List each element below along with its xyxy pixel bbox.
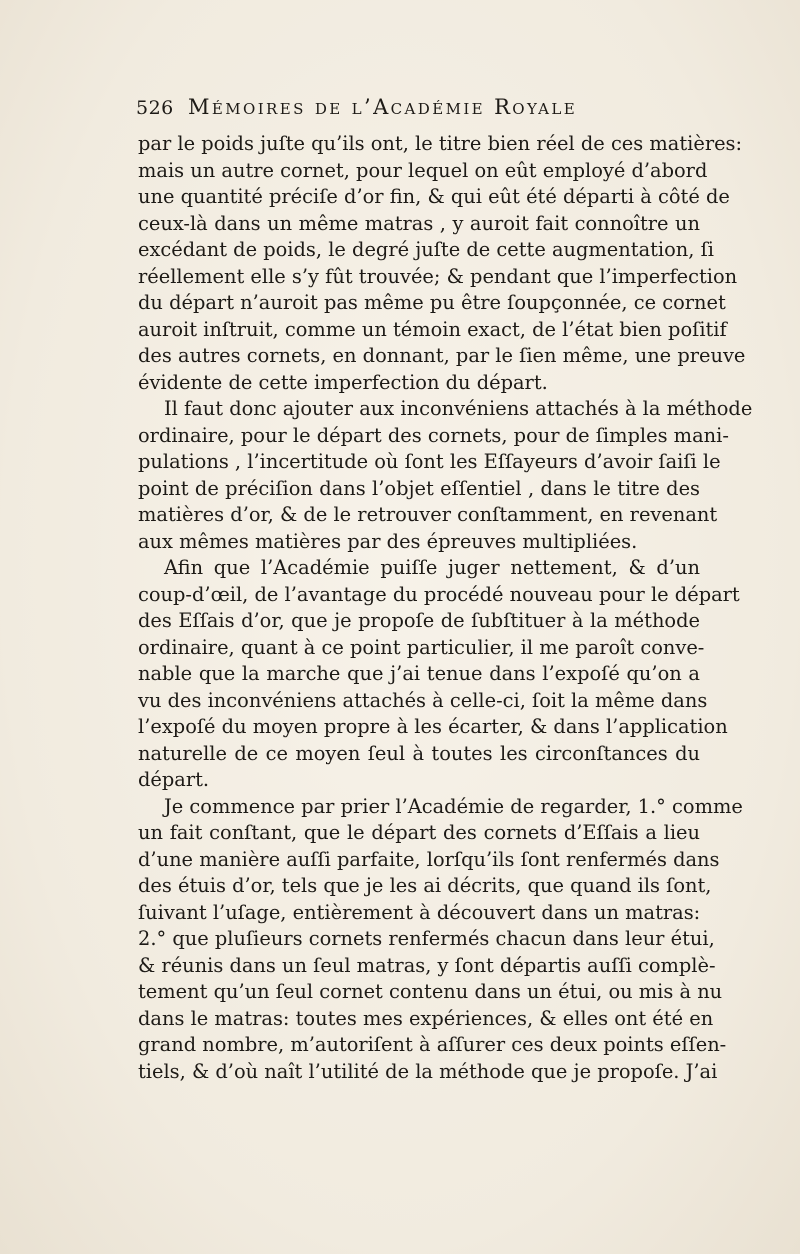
text-line: naturelle de ce moyen ſeul à toutes les circonſtances du xyxy=(138,741,700,765)
text-line: un fait conſtant, que le départ des cornets d’Eſſais a lieu xyxy=(138,821,700,844)
text-line: du départ n’auroit pas même pu être ſoupçonnée, ce cornet xyxy=(138,291,726,314)
text-line: excédant de poids, le degré juſte de cette augmentation, ſi xyxy=(138,238,714,261)
text-line: matières d’or, & de le retrouver conſtamment, en revenant xyxy=(138,503,718,526)
text-line: mais un autre cornet, pour lequel on eût employé d’abord xyxy=(138,158,708,182)
text-line: & réunis dans un ſeul matras, y ſont départis auſſi complè- xyxy=(138,953,716,977)
text-line: ordinaire, pour le départ des cornets, pour de ſimples mani- xyxy=(138,423,729,447)
text-line: tiels, & d’où naît l’utilité de la méthode que je propoſe. J’ai xyxy=(138,1059,718,1083)
text-line: vu des inconvéniens attachés à celle-ci, ſoit la même dans xyxy=(138,688,708,712)
text-line: des Eſſais d’or, que je propoſe de ſubſtituer à la méthode xyxy=(138,609,700,632)
text-line: ordinaire, quant à ce point particulier, il me paroît conve- xyxy=(138,635,705,659)
page-header xyxy=(136,95,696,125)
paragraph-start-line: Afin que l’Académie puiſſe juger nettement, & d’un xyxy=(164,556,700,579)
text-line: réellement elle s’y fût trouvée; & pendant que l’imperfection xyxy=(138,264,738,288)
text-line: nable que la marche que j’ai tenue dans l’expoſé qu’on a xyxy=(138,662,700,685)
text-line: grand nombre, m’autoriſent à aſſurer ces deux points eſſen- xyxy=(138,1033,727,1056)
text-line: auroit inſtruit, comme un témoin exact, de l’état bien poſitif xyxy=(138,317,727,341)
text-line: point de préciſion dans l’objet eſſentiel , dans le titre des xyxy=(138,476,700,500)
text-line: coup-d’œil, de l’avantage du procédé nouveau pour le départ xyxy=(138,582,740,606)
text-line: des étuis d’or, tels que je les ai décrits, que quand ils ſont, xyxy=(138,874,712,897)
text-line: aux mêmes matières par des épreuves multipliées. xyxy=(138,529,638,553)
text-line: dans le matras: toutes mes expériences, & elles ont été en xyxy=(138,1006,714,1030)
text-line: par le poids juſte qu’ils ont, le titre bien réel de ces matières: xyxy=(138,132,743,155)
paragraph-start-line: Je commence par prier l’Académie de regarder, 1.° comme xyxy=(164,794,743,818)
running-title: Mémoires de l’Académie Royale xyxy=(188,95,578,119)
text-line: une quantité préciſe d’or fin, & qui eût été départi à côté de xyxy=(138,185,730,208)
text-line: ceux-là dans un même matras , y auroit fait connoître un xyxy=(138,211,700,235)
body-text xyxy=(138,131,753,1085)
paragraph-start-line: Il faut donc ajouter aux inconvéniens attachés à la méthode xyxy=(164,397,753,420)
text-line: pulations , l’incertitude où ſont les Eſſayeurs d’avoir ſaiſi le xyxy=(138,450,721,473)
text-line: évidente de cette imperfection du départ. xyxy=(138,370,548,394)
text-line: d’une manière auſſi parfaite, lorſqu’ils ſont renfermés dans xyxy=(138,847,720,871)
text-line: l’expoſé du moyen propre à les écarter, & dans l’application xyxy=(138,715,728,738)
text-line: départ. xyxy=(138,768,210,791)
text-line: 2.° que pluſieurs cornets renfermés chacun dans leur étui, xyxy=(138,927,715,950)
text-line: des autres cornets, en donnant, par le ſien même, une preuve xyxy=(138,344,746,367)
text-line: tement qu’un ſeul cornet contenu dans un étui, ou mis à nu xyxy=(138,980,723,1003)
page-number: 526 xyxy=(136,97,174,119)
text-line: ſuivant l’uſage, entièrement à découvert dans un matras: xyxy=(138,900,701,924)
